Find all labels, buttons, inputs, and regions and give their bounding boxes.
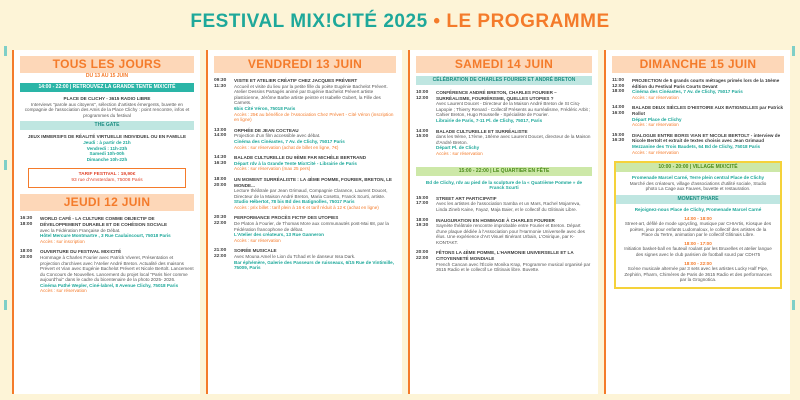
jeudi-heading: JEUDI 12 JUIN (20, 194, 194, 211)
page-title (0, 11, 800, 33)
event-item (208, 177, 402, 211)
event-title: ORPHÉE DE JEAN COCTEAU (234, 127, 299, 133)
event-item (14, 216, 200, 244)
vr-title: JEUX IMMERSIFS DE RÉALITÉ VIRTUELLE INDIVIDUEL OU EN FAMILLE (27, 134, 187, 140)
event-desc: Accueil et visite du lieu par la petite fille du poète Eugénie Bachelot Prévert. Atelier Dessins Partagés animé par Eugénie Bachelot Prévert artiste plasticienne, Jérôme Barbe artiste peintre et Isabelle Gubert, la Fille des Carnets. (234, 83, 388, 106)
event-times: 21:00 22:00 (214, 248, 227, 260)
dimanche-heading: DIMANCHE 15 JUIN (612, 56, 784, 73)
event-item (208, 155, 402, 172)
event-times: 14:00 16:00 (612, 105, 625, 116)
vr-time: Vendredi : 11h-23h (86, 145, 128, 151)
radio-block (14, 96, 200, 118)
event-item (606, 133, 790, 155)
event-item (208, 248, 402, 270)
village-location: Promenade Marcel Carné, Terre plein central Place de Clichy (631, 175, 765, 181)
event-title: FÊTONS LA 4ÈME POMME, L'HARMONIE UNIVERSELLE ET LA CITOYENNETÉ MONDIALE (436, 250, 574, 262)
event-title: BALADE DEUX SIÈCLES D'HISTOIRE AUX BATIGNOLLES par Patrick Rollot (632, 105, 784, 116)
event-item (410, 218, 598, 246)
tous-les-jours-heading: TOUS LES JOURS (20, 56, 194, 73)
event-desc: Lecture théâtrale par Jean Grimaud, Compagnie Clarance, Laurent Doucet, Directeur de la Maison André Breton, Maria Cosetto, Franck Scurti, artiste. (234, 188, 388, 199)
event-times: 20:00 22:00 (416, 250, 429, 262)
event-desc: avec la Fédération Française de Débat. (40, 227, 121, 233)
phare-time: 18:00 - 17:00 (684, 240, 712, 246)
radio-title: PLACE DE CLICHY - 3615 RADIO LIBRE (63, 96, 151, 101)
village-block (616, 175, 780, 192)
event-times: 16:30 18:00 (20, 216, 33, 227)
quartier-en-fete-band: 15:00 - 22:00 | LE QUARTIER EN FÊTE (416, 167, 592, 176)
event-title: DIALOGUE ENTRE BORIS VIAN ET NICOLE BERTOLT - interview de Nicole Bertolt et extrait de textes choisis avec Jean Grimaud (632, 132, 781, 144)
event-location: Librairie de Paris, 7-11 Pl. de Clichy, 75017, Paris (436, 117, 543, 123)
column-tous-les-jours (12, 50, 200, 394)
tarif-title: TARIF FESTIVAL : 19,90€ (78, 172, 136, 178)
event-times: 14:30 16:30 (214, 155, 227, 166)
event-title: WORLD CAFÉ - LA CULTURE COMME OBJECTIF DE DÉVELOPPEMENT DURABLE ET DE COHÉSION SOCIALE (40, 216, 168, 227)
event-item (410, 196, 598, 213)
event-access: Accès : sur inscription (40, 238, 85, 244)
event-desc: Avec les artistes de l'association Samba et un Mars, Rachel Mojarreva, Linda Zineb Kaine, Fayaz, Maja Baier, et le collectif du Glitinais Libre. (436, 201, 581, 212)
event-location: Départ Pl. de Clichy (436, 145, 480, 151)
event-location: Hôtel Mercure Montmartre , 3 Rue Caulaincourt, 75018 Paris (40, 233, 171, 239)
event-title: SOIRÉE MUSICALE (234, 248, 277, 254)
phare-desc: Initiation basket-ball en fauteuil roulant par les Bruxelles et atelier langue des signes avec le club parisien de football sourd par CDH75 (624, 246, 772, 258)
event-times: 15:00 16:30 (612, 132, 625, 144)
tarif-location: 93 rue d'Amsterdam, 75008 Paris (71, 178, 143, 184)
event-access: Accès : sur réservation (achat de billet en ligne, 7€) (234, 144, 339, 150)
event-desc: Saynète théâtrale rencontre improbable entre Fourier et Breton. Départ d'une plaque dédiée à l'Association pour l'Harmonie Universelle avec des élus. Une expérience d'Art Visuel Itinérant Urbain, L'Onirique, par K-KONTAKT. (436, 223, 585, 245)
event-title: CONFÉRENCE ANDRÉ BRETON, CHARLES FOURIER – SURRÉALISME, FOURIÉRISME, QUELLES UTOPIES ? (436, 90, 557, 101)
phare-block (616, 207, 780, 283)
event-title: PERFORMANCE PROCÈS FICTIF DES UTOPIES (234, 215, 339, 221)
event-location: Cinéma des Cinéastes, 7 Av. de Clichy, 75017 Paris (234, 138, 345, 144)
village-box (614, 161, 782, 289)
column-vendredi (206, 50, 402, 394)
decor-dash (4, 300, 7, 310)
event-title: BALADE CULTURELLE DU 9ÈME PAR MICHÈLE BERTRAND (234, 155, 367, 161)
decor-dash (4, 46, 7, 56)
event-access: Accès : sur réservation (632, 122, 679, 128)
column-samedi (408, 50, 598, 394)
event-location: Cinéma Pathé Wepler, Ciné-labrel, 8 Avenue Clichy, 75018 Paris (40, 282, 179, 288)
event-location: Mezzanine des Trois Baudets, 64 Bd de Clichy, 75018 Paris (632, 143, 761, 149)
event-times: 15:00 17:00 (416, 195, 429, 207)
tous-les-jours-dates: DU 13 AU 15 JUIN (85, 73, 129, 79)
event-location: Départ Place de Clichy (632, 116, 682, 122)
event-times: 20:30 22:00 (214, 215, 227, 227)
samedi-heading: SAMEDI 14 JUIN (416, 56, 592, 73)
column-dimanche (604, 50, 790, 394)
event-access: Accès : sur réservation (632, 149, 679, 155)
vr-time: Dimanche 10h-22h (86, 156, 128, 162)
event-times: 18:00 20:00 (214, 176, 227, 188)
title-separator: • (427, 11, 447, 32)
event-desc: dans les 9ème, 17ème, 18ème avec Laurent Doucet, directeur de la Maison d'André Breton. (436, 134, 591, 145)
village-desc: Marché des créateurs, village d'associations d'utilité sociale, Studio photo La Cage aux Fauves, buvette et restauration. (629, 180, 767, 192)
event-desc: Départ rdv à la Grande Tente Mix!Cité - Librairie de Paris (234, 160, 357, 166)
phare-time: 14:00 - 18:00 (684, 215, 712, 221)
event-item (208, 215, 402, 243)
vr-time: Samedi 10h-00h (89, 151, 125, 157)
event-title: UN MOMENT SURRÉALISTE : LA 4ÈME POMME, FOURIER, BRETON, LE MONDE... (234, 176, 392, 188)
page-header (0, 0, 800, 50)
radio-desc: Interviews "parole aux citoyens", sélection d'artistes émergents, buvette en compagnie de l'association des Amis de la Place Clichy : point rencontre, infos et programmes du festival (24, 101, 190, 118)
event-location: Cinéma des Cinéastes, 7 Av. de Clichy, 75017 Paris (632, 89, 743, 95)
event-desc: De Platon à Fourier, de Thomas More aux communautés post-Mai 68, par la Fédération francophone de débat. (234, 221, 389, 232)
event-item (410, 90, 598, 124)
event-access: Accès : sur réservation (632, 94, 679, 100)
event-title: STREET ART PARTICIPATIF (436, 195, 497, 201)
event-desc: Hommage à Charles Fourier avec Patrick Viveret, Présentation et projection d'archives avec l'Atelier André Breton. Actualité des maisons Prévert et Vian avec Eugénie Bachelot Prévert et Nicole Bertolt. Lancement du Concours de Nouvelles. Lancement du projet local "Paris hier comme aujourd'hui" dans le cadre du bicentenaire de la photo 2025- 2026. (40, 254, 194, 283)
event-title: BALADE CULTURELLE ET SURRÉALISTE (436, 128, 528, 134)
the-gate-band: THE GATE (20, 121, 194, 130)
event-title: INAUGURATION EN HOMMAGE À CHARLES FOURIER (436, 217, 555, 223)
event-times: 18:00 20:00 (20, 249, 33, 260)
event-location: Bar éphémère, Galerie des Passeurs de ruisseaux, 6/15 Rue de Vintimille, 75009, Paris (234, 259, 395, 271)
decor-dash (4, 160, 7, 170)
event-times: 11:00 12:00 18:00 (612, 78, 625, 95)
event-access: Accès : 25€ au bénéfice de l'Association Chez Prévert - Cité Véron (inscription en ligne) (234, 111, 394, 123)
event-access: Accès : sur réservation (436, 150, 483, 156)
event-access: Accès : prix billet : tarif plein à 16 € et tarif réduit à 12 € (achat en ligne) (234, 204, 379, 210)
phare-time: 18:00 - 22:00 (684, 260, 712, 266)
celebration-band: CÉLÉBRATION DE CHARLES FOURIER ET ANDRÉ BRETON (416, 76, 592, 85)
event-item (606, 105, 790, 127)
event-times: 14:00 15:00 (416, 128, 429, 140)
fete-location-block (410, 180, 598, 191)
event-access: Accès : sur réservation (234, 237, 281, 243)
decor-dash (792, 46, 795, 56)
event-location: L'Atelier des créateurs, 13 Rue Ganneron (234, 232, 324, 238)
vendredi-heading: VENDREDI 13 JUIN (214, 56, 396, 73)
event-location: 6bis Cité Véron, 75018 Paris (234, 105, 296, 111)
village-band: 10:00 - 20:00 | VILLAGE MIX!CITÉ (616, 163, 780, 172)
event-location: Studio Hébertot, 78 bis Bd des Batignolles, 75017 Paris (234, 199, 355, 205)
event-desc: Projection d'un film accessible avec débat. (234, 133, 321, 139)
phare-desc: Street-art, défilé de mode upcycling, musique par CHIArtis, Kiosque des poètes, jeux pour enfants Ludomaloux, le collectif des artistes de la Place du Tertre, animation par le collectif Glitinais Libre. (624, 221, 772, 238)
fete-location: Bd de Clichy, rdv au pied de la sculpture de la « Quatrième Pomme » de Franck Scurti (425, 179, 583, 191)
vr-time: Jeudi : à partir de 21h (83, 139, 131, 145)
event-item (410, 250, 598, 272)
event-times: 09:30 11:30 (214, 78, 227, 89)
event-times: 10:00 12:00 (416, 90, 429, 101)
event-item (208, 128, 402, 150)
event-desc: French Cancan avec l'École Monika Krap, Programme musical organisé par 3615 Radio et le collectif Le Glitinais libre. Buvette. (436, 261, 591, 273)
phare-location: Rejoignez-nous Place de Clichy, Promenade Marcel Carné (634, 206, 762, 212)
event-item (606, 78, 790, 100)
event-title: PROJECTION de 5 grands courts métrages primés lors de la 16ème édition du Festival Paris Courts Devant (632, 78, 780, 89)
grande-tente-band: 14:00 - 22:00 | RETROUVEZ LA GRANDE TENTE MIX!CITÉ (20, 83, 194, 92)
event-item (208, 78, 402, 123)
event-title: OUVERTURE DU FESTIVAL MIX!CITÉ (40, 249, 122, 255)
moment-phare-band: MOMENT PHARE (616, 195, 780, 204)
programme-title: LE PROGRAMME (446, 11, 610, 32)
event-title: VISITE ET ATELIER CRÉATIF CHEZ JACQUES PRÉVERT (234, 78, 358, 83)
event-desc: Avec Mouna Amel le Lion du Tchad et le danseur Issa Dark. (234, 254, 356, 260)
event-desc: Avec Laurent Doucet - Directeur de la Maison André Breton de St Cirq-Lapopie ; Thierry Renard - Collectif Présents au surréalisme, Frédéric Arbit ; Cahier Breton, Hugo Rousselle - Spécialiste de Fourier. (436, 101, 591, 118)
event-access: Accès : sur réservation (40, 288, 87, 294)
tarif-box (28, 168, 186, 188)
event-access: Accès : sur réservation (max 25 pers) (234, 166, 311, 172)
festival-title: FESTIVAL MIX!CITÉ 2025 (190, 11, 428, 32)
decor-dash (792, 300, 795, 310)
event-item (14, 249, 200, 294)
event-item (410, 129, 598, 157)
phare-desc: Scène musicale alternée par 3 sets avec les artistes Lucky Half Pipe, Zephirin, Pharm, Chimères de Paris de 3615 Radio et des performances par la Grognotica. (624, 266, 772, 283)
vr-block (14, 134, 200, 162)
event-times: 13:00 14:00 (214, 127, 227, 139)
event-times: 18:00 19:30 (416, 217, 429, 229)
